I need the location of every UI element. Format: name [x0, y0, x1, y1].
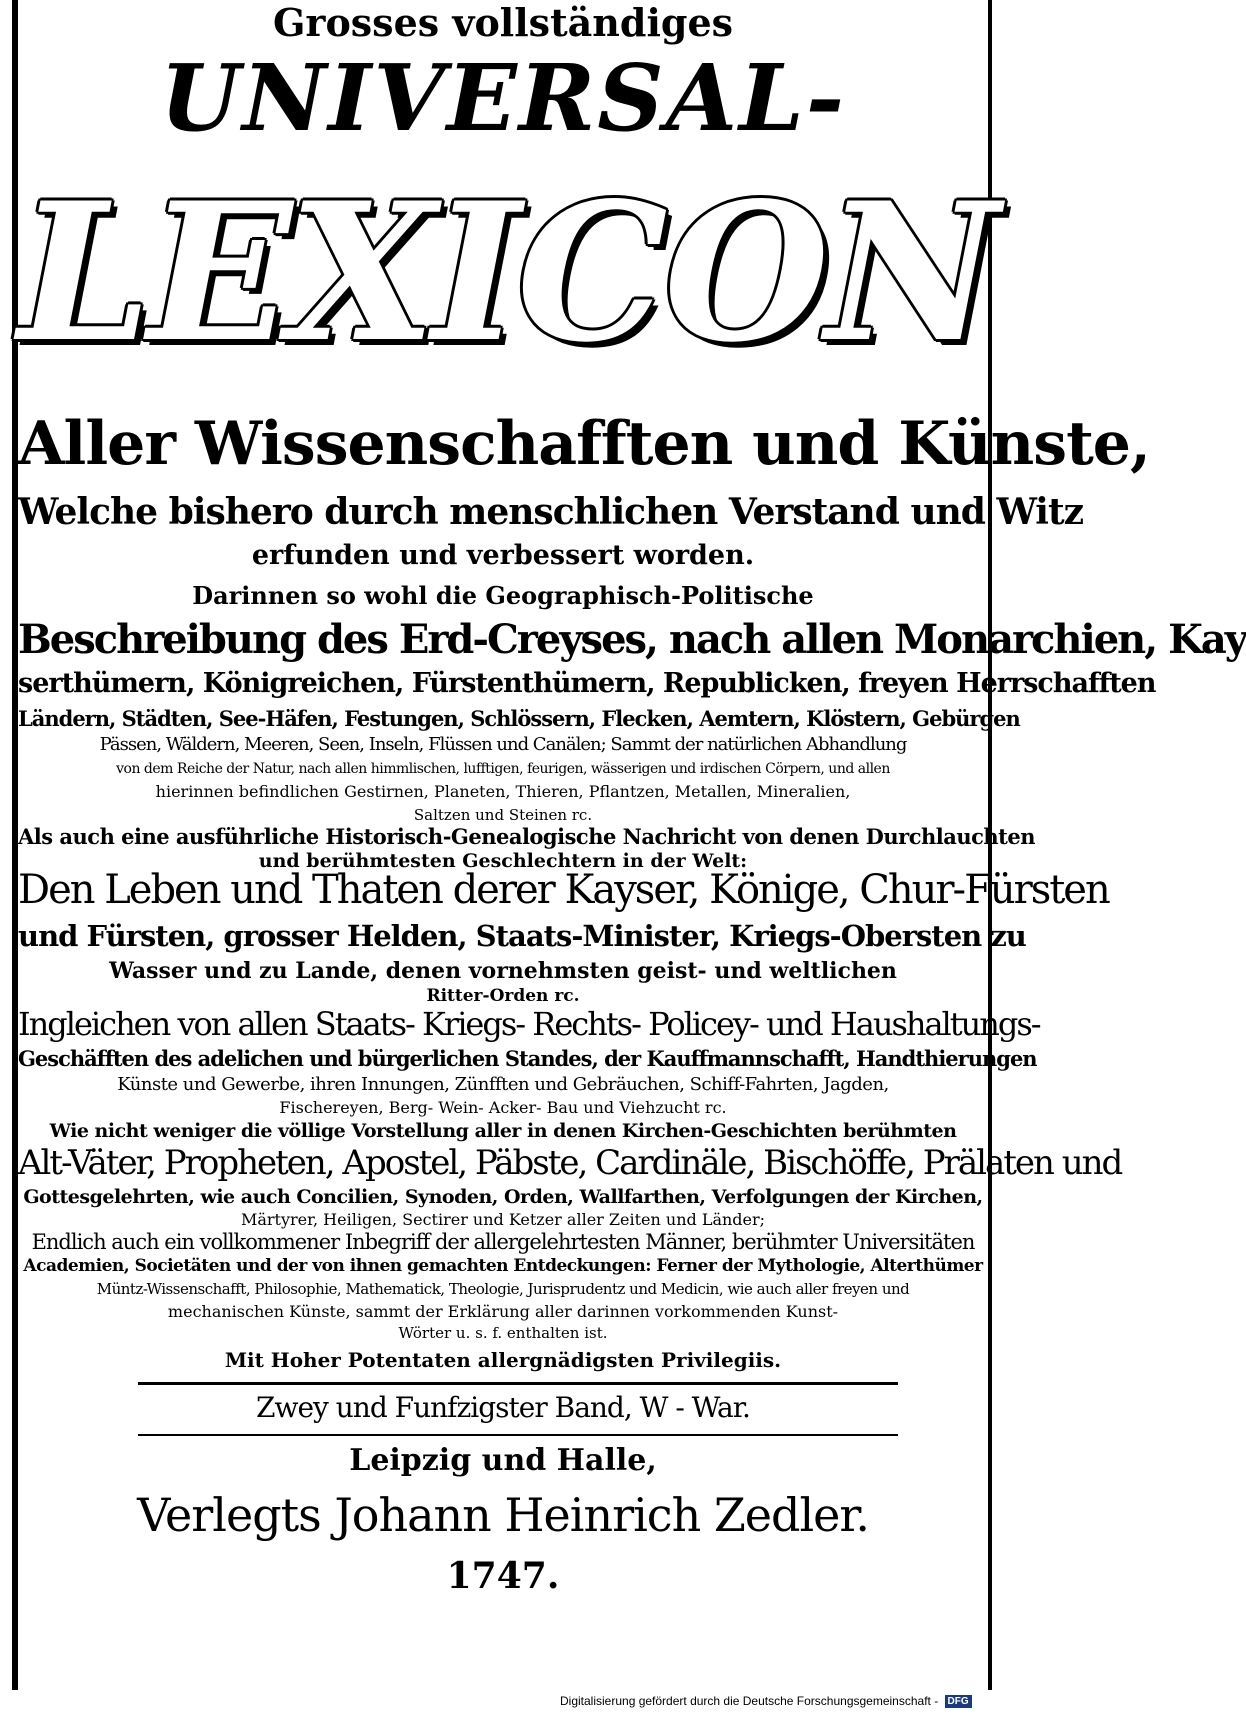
- text-leben-thaten: Den Leben und Thaten derer Kayser, Könige, Chur-Fürsten: [18, 867, 1109, 913]
- text-inbegriff: Endlich auch ein vollkommener Inbegriff der allergelehrtesten Männer, berühmter Universitäten: [31, 1230, 975, 1254]
- heading-lexicon: LEXICON: [18, 161, 996, 384]
- text-academien: Academien, Societäten und der von ihnen gemachten Entdeckungen: Ferner der Mythologie, Alterthümer: [23, 1256, 983, 1276]
- text-ritter-orden: Ritter-Orden rc.: [426, 986, 580, 1006]
- title-page: [12, 0, 1246, 1690]
- text-staats-kriegs: Ingleichen von allen Staats- Kriegs- Rechts- Policey- und Haushaltungs-: [18, 1005, 1040, 1043]
- dfg-logo: DFG: [945, 1695, 972, 1708]
- text-reiche-der-natur: von dem Reiche der Natur, nach allen himmlischen, lufftigen, feurigen, wässerigen und irdischen Cörpern, und allen: [116, 761, 890, 777]
- text-maertyrer: Märtyrer, Heiligen, Sectirer und Ketzer aller Zeiten und Länder;: [240, 1210, 766, 1229]
- text-herrschafften: serthümern, Königreichen, Fürstenthümern, Republicken, freyen Herrschafften: [18, 668, 1156, 699]
- text-leipzig-halle: Leipzig und Halle,: [349, 1443, 657, 1478]
- subtitle-erfunden: erfunden und verbessert worden.: [251, 540, 755, 571]
- credit-text: Digitalisierung gefördert durch die Deutsche Forschungsgemeinschaft -: [560, 1694, 939, 1708]
- text-band: Zwey und Funfzigster Band, W - War.: [256, 1391, 750, 1424]
- rule-bottom: [138, 1434, 898, 1436]
- text-kuenste-gewerbe: Künste und Gewerbe, ihren Innungen, Zünfften und Gebräuchen, Schiff-Fahrten, Jagden,: [117, 1074, 889, 1095]
- text-historisch: Als auch eine ausführliche Historisch-Genealogische Nachricht von denen Durchlauchten: [18, 824, 1035, 849]
- heading-wissenschafften: Aller Wissenschafften und Künste,: [18, 409, 1150, 479]
- text-saltzen: Saltzen und Steinen rc.: [413, 806, 593, 824]
- text-verlegts-zedler: Verlegts Johann Heinrich Zedler.: [137, 1488, 869, 1542]
- text-kirchen-geschichten: Wie nicht weniger die völlige Vorstellung aller in denen Kirchen-Geschichten berühmten: [49, 1120, 957, 1142]
- text-alt-vaeter: Alt-Väter, Propheten, Apostel, Päbste, Cardinäle, Bischöffe, Prälaten und: [18, 1143, 1122, 1183]
- text-wasser-lande: Wasser und zu Lande, denen vornehmsten geist- und weltlichen: [109, 958, 897, 984]
- text-geschaefften: Geschäfften des adelichen und bürgerlichen Standes, der Kauffmannschafft, Handthierungen: [18, 1046, 1037, 1071]
- text-paessen: Pässen, Wäldern, Meeren, Seen, Inseln, Flüssen und Canälen; Sammt der natürlichen Abhandlung: [99, 734, 907, 755]
- digitization-credit: [560, 1694, 972, 1708]
- text-muentz: Müntz-Wissenschafft, Philosophie, Mathematick, Theologie, Jurisprudentz und Medicin, wie auch aller freyen und: [96, 1280, 910, 1298]
- text-geographisch: Darinnen so wohl die Geographisch-Politische: [192, 581, 814, 610]
- heading-universal: UNIVERSAL-: [159, 44, 846, 152]
- text-gestirnen: hierinnen befindlichen Gestirnen, Planeten, Thieren, Pflantzen, Metallen, Mineralien,: [155, 782, 851, 801]
- subtitle-verstand: Welche bishero durch menschlichen Verstand und Witz: [18, 491, 1084, 533]
- text-privilegiis: Mit Hoher Potentaten allergnädigsten Privilegiis.: [224, 1348, 782, 1372]
- heading-grosses: Grosses vollständiges: [272, 0, 734, 45]
- text-year: 1747.: [446, 1555, 560, 1597]
- text-fuersten: und Fürsten, grosser Helden, Staats-Minister, Kriegs-Obersten zu: [18, 919, 1026, 953]
- text-erd-creyses: Beschreibung des Erd-Creyses, nach allen Monarchien, Kay: [18, 616, 1246, 663]
- text-mechanischen: mechanischen Künste, sammt der Erklärung aller darinnen vorkommenden Kunst-: [167, 1302, 839, 1321]
- text-gottesgelehrten: Gottesgelehrten, wie auch Concilien, Synoden, Orden, Wallfarthen, Verfolgungen der Kirchen,: [23, 1186, 983, 1208]
- text-laendern: Ländern, Städten, See-Häfen, Festungen, Schlössern, Flecken, Aemtern, Klöstern, Gebürgen: [18, 706, 1020, 731]
- text-fischereyen: Fischereyen, Berg- Wein- Acker- Bau und Viehzucht rc.: [279, 1098, 727, 1117]
- text-woerter: Wörter u. s. f. enthalten ist.: [398, 1324, 608, 1342]
- rule-top: [138, 1382, 898, 1385]
- text-geschlechtern: und berühmtesten Geschlechtern in der Welt:: [258, 850, 748, 872]
